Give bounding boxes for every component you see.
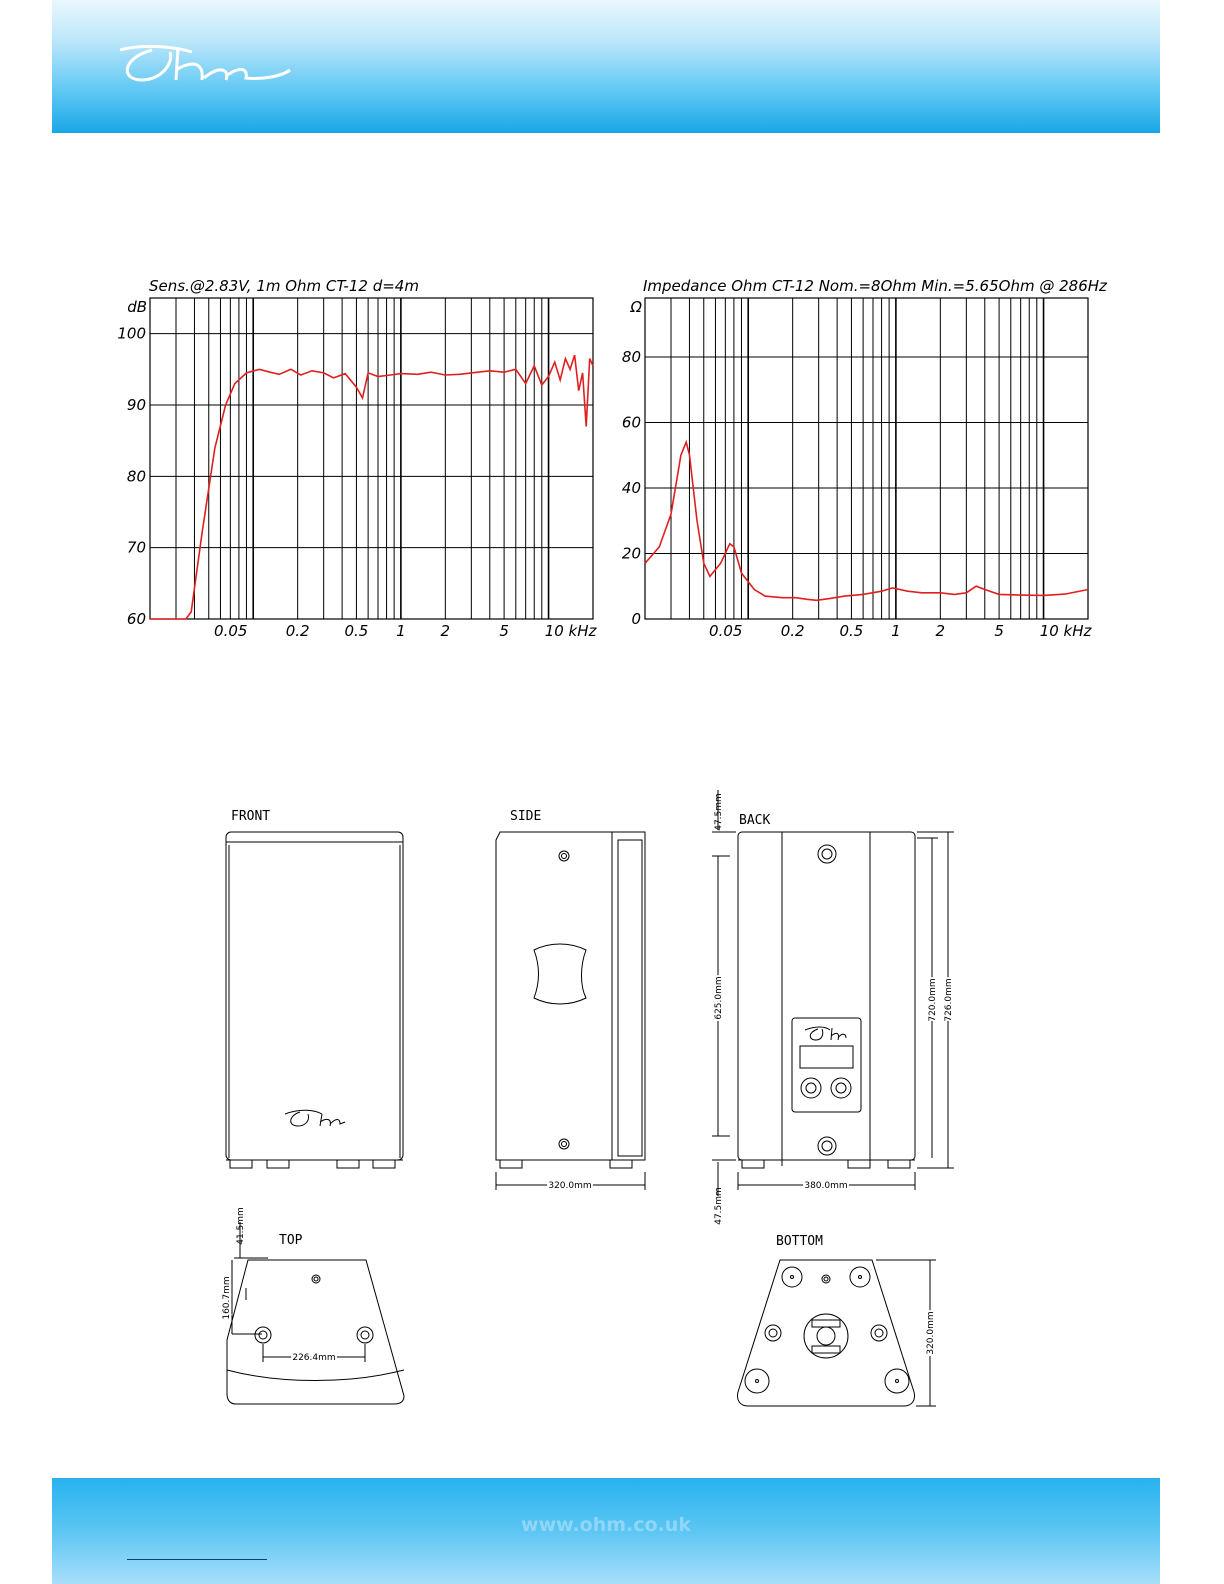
back-width-dim: 380.0mm: [804, 1181, 848, 1191]
back-bottom-dim: 47.5mm: [714, 1187, 724, 1225]
back-top-dim: 47.5mm: [714, 793, 724, 831]
plot-frame: [150, 298, 593, 619]
top-label: TOP: [279, 1233, 303, 1248]
top-depth-dim: 160.7mm: [222, 1276, 232, 1320]
front-label: FRONT: [231, 809, 271, 824]
y-tick-label: 70: [126, 538, 146, 557]
back-label: BACK: [739, 813, 771, 828]
x-tick-label: 5: [499, 622, 509, 640]
top-offset-dim: 41.5mm: [236, 1207, 246, 1245]
footer-banner: [52, 1478, 1160, 1584]
back-view: [712, 790, 954, 1196]
front-view: [226, 832, 403, 1168]
x-tick-label: 0.2: [285, 622, 310, 640]
header-banner: [52, 0, 1160, 133]
x-tick-label: 2: [935, 622, 946, 640]
top-spacing-dim: 226.4mm: [292, 1353, 336, 1363]
footer-url[interactable]: www.ohm.co.uk: [521, 1514, 691, 1536]
y-tick-label: 80: [621, 347, 641, 366]
x-tick-label: 2: [440, 622, 451, 640]
y-tick-label: 90: [126, 396, 146, 414]
x-tick-label: 0.05: [214, 622, 248, 640]
back-height2-dim: 726.0mm: [944, 978, 954, 1022]
back-inner-dim: 625.0mm: [714, 976, 724, 1020]
x-tick-label: 1: [891, 622, 901, 640]
response-curve: [645, 442, 1088, 600]
x-tick-label: 0.2: [780, 622, 805, 640]
x-tick-label: 0.5: [839, 622, 864, 640]
side-view: [496, 832, 645, 1190]
sensitivity-chart: [110, 290, 610, 650]
y-axis-unit: Ω: [630, 298, 642, 316]
x-tick-label: 1: [396, 622, 406, 640]
y-tick-label: 100: [117, 324, 146, 343]
bottom-depth-dim: 320.0mm: [926, 1311, 936, 1355]
bottom-label: BOTTOM: [776, 1234, 823, 1249]
x-tick-label: 0.05: [709, 622, 743, 640]
y-tick-label: 60: [621, 413, 641, 432]
bottom-view: [737, 1260, 936, 1406]
x-tick-label: 5: [994, 622, 1004, 640]
sensitivity-chart-title: Sens.@2.83V, 1m Ohm CT-12 d=4m: [149, 277, 419, 295]
y-tick-label: 20: [621, 544, 641, 563]
y-tick-label: 60: [126, 610, 146, 628]
plot-frame: [645, 298, 1088, 619]
x-tick-label: 10 kHz: [544, 622, 597, 640]
impedance-chart-title: Impedance Ohm CT-12 Nom.=8Ohm Min.=5.65Ohm @ 286Hz: [643, 277, 1107, 295]
back-height1-dim: 720.0mm: [928, 978, 938, 1022]
y-tick-label: 40: [621, 478, 641, 497]
y-tick-label: 0: [631, 610, 641, 628]
top-view: [227, 1222, 404, 1404]
footer-divider: [127, 1559, 267, 1560]
side-width-dim: 320.0mm: [548, 1181, 592, 1191]
y-axis-unit: dB: [127, 298, 147, 316]
x-tick-label: 0.5: [344, 622, 369, 640]
impedance-chart: [605, 290, 1105, 650]
response-curve: [150, 355, 593, 619]
ohm-logo: [112, 40, 352, 90]
x-tick-label: 10 kHz: [1039, 622, 1092, 640]
technical-drawings: [0, 760, 1224, 1460]
side-label: SIDE: [510, 809, 542, 824]
y-tick-label: 80: [126, 467, 146, 486]
